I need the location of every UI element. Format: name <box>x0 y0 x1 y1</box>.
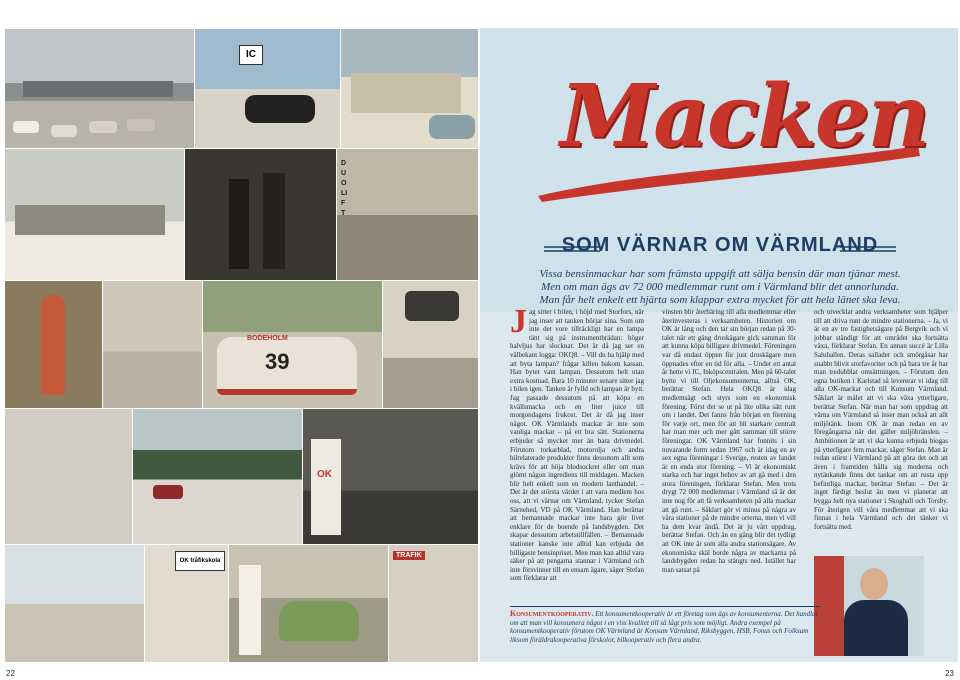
column-1 <box>510 308 644 608</box>
photo-rally-car <box>202 280 384 410</box>
face <box>860 568 888 600</box>
column-3 <box>814 308 948 552</box>
lifted-car <box>405 291 459 321</box>
fact-box-text: Det handlar om att man vill konsumera något i en viss kvalitet till så lågt pris som möjligt. Andra exempel på konsumentkooperativ förutom OK Värmland är Konsum Värmland, Riksbyggen, HSB, Fonus och Folksam liksom föräldrakooperativa förskolor, bilkooperativ och flera andra. <box>510 610 819 644</box>
shop-front <box>351 73 461 113</box>
photo-station-row <box>4 28 196 150</box>
headline-macken: Macken <box>560 66 929 167</box>
rally-sponsor: BODEHOLM <box>247 335 288 342</box>
photo-collage <box>4 28 478 662</box>
ok-pump-logo: OK <box>317 469 332 480</box>
photo-ok-sign <box>144 544 230 662</box>
photo-trafik <box>388 544 478 662</box>
intro-line: Vissa bensinmackar har som främsta uppgift att sälja bensin där man tjänar mest. <box>539 268 901 280</box>
photo-winter-station <box>4 148 186 282</box>
vintage-car <box>245 95 315 123</box>
driver <box>239 565 261 655</box>
green-rally-car <box>279 601 359 641</box>
fact-box-lead: Ett konsumentkooperativ är ett företag som ägs av konsumenterna. <box>595 610 783 618</box>
fact-box-label: Konsumentkooperativ. <box>510 609 594 618</box>
mechanic-1 <box>229 179 249 269</box>
fact-box <box>510 606 820 644</box>
subtitle-ornament-right <box>836 245 896 255</box>
page-number-right: 23 <box>945 669 954 678</box>
duolift-sign: DUOLIFT <box>341 160 348 217</box>
photo-station-modern <box>4 544 146 662</box>
article-page <box>480 28 958 662</box>
trafik-sign: TRAFIK <box>393 551 425 560</box>
mechanic-2 <box>263 173 285 269</box>
attendant <box>41 295 65 395</box>
column-1-text: ag sitter i bilen, i höjd med Storfors, när jag inser att tanken börjar sina. Som om inte det vore tillräckligt har en lampa tänt sig på instrumentbrädan: höger halvljus har slocknat. Det är då jag ser en välbekant logga: OKQ8. – Vill du ha hjälp med att byta lampan? frågar killen bakom kassan. Han byter vant lampan. Dessutom helt utan extra kostnad. Bara 10 minuter senare sitter jag i bilen igen. Tanken är fylld och lampan är bytt. Jag passade dessutom på att köpa en kvällsmacka och en liter juice till morgondagens frukost. Det är då jag inser något. OK Värmlands mackar är inte som vanliga mackar – på ett bra sätt. Stationerna erbjuder så mycket mer än bara drivmedel. Förutom torkarblad, motorolja och andra bilrelaterade produkter finns dessutom allt som krävs för att höja blodsockret eller om man glömt någon ingrediens till middagen. Macken blir helt enkelt som en modern lanthandel. – Det är det största värdet i att vara medlem hos oss, att vi värnar om Värmland, tycker Stefan Särnehed, VD på OK Värmland. Han berättar att bemannade mackar inte bara gör livet enklare för de boende på landsbygden. Det skapar dessutom arbetstillfällen. – Bemannade stationer kanske inte alltid kan erbjuda det billigaste bensinpriset. Men man kan alltid vara säker på att pengarna stannar i Värmland och inte försvinner till en ensam ägare, säger Stefan som förklarar att <box>510 308 644 583</box>
parked-car <box>429 115 475 139</box>
intro-line: Man får helt enkelt ett hjärta som klappar extra mycket för att hela länet ska leva. <box>539 294 901 306</box>
page-number-left: 22 <box>6 669 15 678</box>
photo-shop-interior <box>4 280 104 410</box>
photo-garage <box>4 408 134 546</box>
intro-line: Men om man ägs av 72 000 medlemmar runt om i Värmland blir det annorlunda. <box>541 281 899 293</box>
red-car <box>153 485 183 499</box>
photo-mechanics <box>184 148 338 282</box>
station-building <box>15 205 165 235</box>
photo-oil-cans <box>102 280 204 410</box>
column-3-text: och utvecklat andra verksamheter som hjälper till att driva runt de mindre stationerna. – Ja, vi är en av tre fastighetsägare på Bergvik och vi jobbar ständigt för att området ska fortsätta växa, förklarar Stefan. En annan succé är Lilla Saluhallen. Deras sallader och smörgåsar har snabbt blivit storfavoriter och på bara tre år har man tredubblat omsättningen. – Förutom den egna butiken i Karlstad så levererar vi idag till alla OK-mackar och till Konsum Värmland. Såklart är målet att vi ska växa ytterligare, berättar Stefan. När man har som uppdrag att värna om Värmland så inser man också att allt miljötänk. Inom OK är man redan en av föregångarna när det gäller miljöbränslen. – Ambitionen är att vi ska kunna erbjuda biogas på ytterligare fem mackar, säger Stefan. Man är redan störst i Värmland på att göra det och att även i framtiden hålla sig moderna och nytänkande finns det tankar om att rusta upp befintliga mackar, berättar Stefan: – Det är inget färdigt beslut än men vi planerar att bygga helt nya stationer i Skoghall och Torsby. För återigen vill våra medlemmar att vi ska finnas i hela Värmland och det tänker vi fortsätta med. <box>814 308 948 531</box>
intro-text <box>520 268 920 307</box>
photo-storefront <box>340 28 478 150</box>
fuel-pump <box>311 439 341 535</box>
drop-cap: J <box>510 308 527 340</box>
magazine-spread <box>4 28 954 662</box>
trafikskola-sign: OK tråfikskola <box>175 551 225 571</box>
photo-duolift <box>336 148 478 282</box>
column-2 <box>662 308 796 608</box>
ic-sign: IC <box>239 45 263 65</box>
photo-forest-station <box>132 408 304 546</box>
photo-rally-team <box>228 544 390 662</box>
jacket <box>844 600 908 656</box>
column-2-text: vinsten blir återbäring till alla medlemmar eller återinvesteras i verksamheten. Historien om OK är lång och den tar sin början redan på 30-talet när ett gäng droskägare gick samman för att kunna köpa billigare drivmedel. Föreningen var då endast öppen för just droskägare men öppnades efter en tid för alla. – Under ett antal år hette vi IC, Inköpscentralen. Men på 60-talet byttе vi till Oljekonsumenterna, alltså OK, berättar Stefan. Hela OKQ8 är idag medlemsägt och styrs som en ekonomisk förening. Först det se ut på lite olika sätt runt om i landet. Det fanns från början en förening för varje ort, men för att bli starkare centralt har man mer och mer gått samman till större föreningar. OK Värmland har funnits i sin nuvarande form sedan 1967 och är idag en av sex egna föreningar i Sverige, resten av landet är en enda stor förening. – Vi är ekonomiskt starka och har inget behov av att gå med i den stora föreningen, förklarar Stefan. Men trots drygt 72 000 medlemmar i Värmland så är det inte nog för att få verksamheten på alla mackar att gå runt. – Såklart gör vi minus på några av våra stationer på de mindre orterna, men vi vill ha dem kvar ändå. Det är ju vårt uppdrag, berättar Stefan. Och än en gång blir det tydligt att OK inte är som alla andra stationsägare. Av ekonomiska skäl borde några av mackarna på landsbygden redan ha stängts ned. Istället har man satsat på <box>662 308 796 574</box>
photo-car-lift <box>382 280 478 410</box>
cars-illustration <box>5 29 195 149</box>
photo-ic-station <box>194 28 342 150</box>
subtitle: SOM VÄRNAR OM VÄRMLAND <box>561 234 879 256</box>
rally-number: 39 <box>265 349 290 374</box>
photo-ok-pump <box>302 408 478 546</box>
portrait-photo <box>814 556 924 656</box>
